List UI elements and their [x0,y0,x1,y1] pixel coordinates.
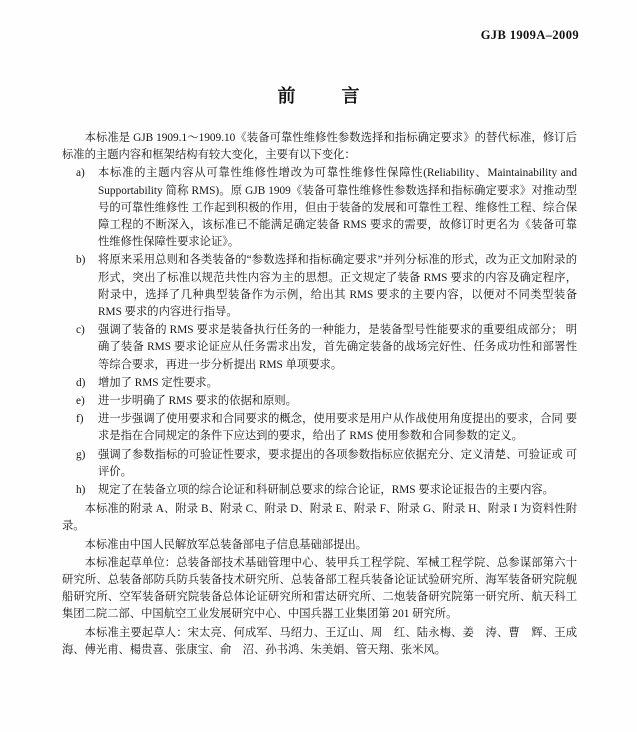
list-item-text: 将原来采用总则和各类装备的“参数选择和指标确定要求”并列分标准的形式，改为正文加附录的形式，突出了标准以规范共性内容为主的思想。正文规定了装备 RMS 要求的内容及确定程序，附录中，选择了几种典型装备作为示例，给出其 RMS 要求的主要内容，以便对不同类型装备 RMS 要求的内容进行指导。 [98,254,577,319]
changes-list [62,165,577,499]
list-item [62,165,577,251]
list-item [62,447,577,481]
list-item-marker: d) [76,376,86,389]
list-item-text: 规定了在装备立项的综合论证和科研制总要求的综合论证，RMS 要求论证报告的主要内容。 [98,484,554,497]
list-item [62,393,577,410]
list-item-marker: h) [76,484,86,497]
list-item [62,375,577,392]
list-item-text: 进一步明确了 RMS 要求的依据和原则。 [98,395,297,408]
drafters-paragraph: 本标准主要起草人：宋太亮、何成军、马绍力、王辽山、周 红、陆永梅、姜 涛、曹 辉、王成海、傅光甫、楊贵喜、张康宝、俞 沼、孙书鸿、朱美娟、管天翔、张米风。 [62,626,577,656]
list-item-text: 进一步强调了使用要求和合同要求的概念，使用要求是用户从作战使用角度提出的要求，合同 要求是指在合同规定的条件下应达到的要求，给出了 RMS 使用参数和合同参数的定义。 [98,413,577,443]
list-item-marker: b) [76,254,86,267]
list-item-marker: g) [76,448,86,461]
annex-paragraph: 本标准的附录 A、附录 B、附录 C、附录 D、附录 E、附录 F、附录 G、附录 H、附录 I 为资料性附录。 [62,503,577,533]
proposing-unit-paragraph: 本标准由中国人民解放军总装备部电子信息基础部提出。 [84,538,368,551]
list-item [62,411,577,445]
drafting-units-paragraph: 本标准起草单位：总装备部技术基础管理中心、装甲兵工程学院、军械工程学院、总参谋部第六十研究所、总装备部防兵防兵装备技术研究所、总装备部工程兵装备论证试验研究所、海军装备研究院舰船研究所、空军装备研究院装备总体论证研究所和雷达研究所、二炮装备研究院第一研究所、航天科工集团二院二部、中国航空工业发展研究中心、中国兵器工业集团第 201 研究所。 [62,556,577,621]
page-title: 前 言 [277,86,374,106]
list-item-text: 强调了装备的 RMS 要求是装备执行任务的一种能力，是装备型号性能要求的重要组成部分； 明确了装备 RMS 要求论证应从任务需求出发，首先确定装备的战场完好性、任务成功性和部署性等综合要求，再进一步分析提出 RMS 单项要求。 [98,324,577,371]
document-body [62,130,577,660]
intro-paragraph: 本标准是 GJB 1909.1～1909.10《装备可靠性维修性参数选择和指标确定要求》的替代标准，修订后标准的主题内容和框架结构有较大变化，主要有以下变化： [62,132,577,162]
list-item-marker: e) [76,395,85,408]
list-item [62,322,577,374]
list-item-marker: f) [76,413,84,426]
page-header-standard-code: GJB 1909A–2009 [480,28,579,42]
list-item-marker: a) [76,167,85,180]
list-item-marker: c) [76,324,85,337]
list-item-text: 本标准的主题内容从可靠性维修性增改为可靠性维修性保障性(Reliability、Maintainability and Supportability 简称 RMS)。原 GJB 1909《装备可靠性维修性参数选择和指标确定要求》对推动型号的可靠性维修性 工作起到积极的作用，但由于装备的发展和可靠性工程、维修性工程、综合保障工程的不断深入，该标准已不能满足确定装备 RMS 要求的需要，故修订时更名为《装备可靠性维修性保障性要求论证》。 [98,167,577,249]
list-item-text: 强调了参数指标的可验证性要求，要求提出的各项参数指标应依据充分、定义清楚、可验证或 可评价。 [98,448,577,478]
list-item-text: 增加了 RMS 定性要求。 [98,376,218,389]
list-item [62,252,577,321]
list-item [62,482,577,499]
